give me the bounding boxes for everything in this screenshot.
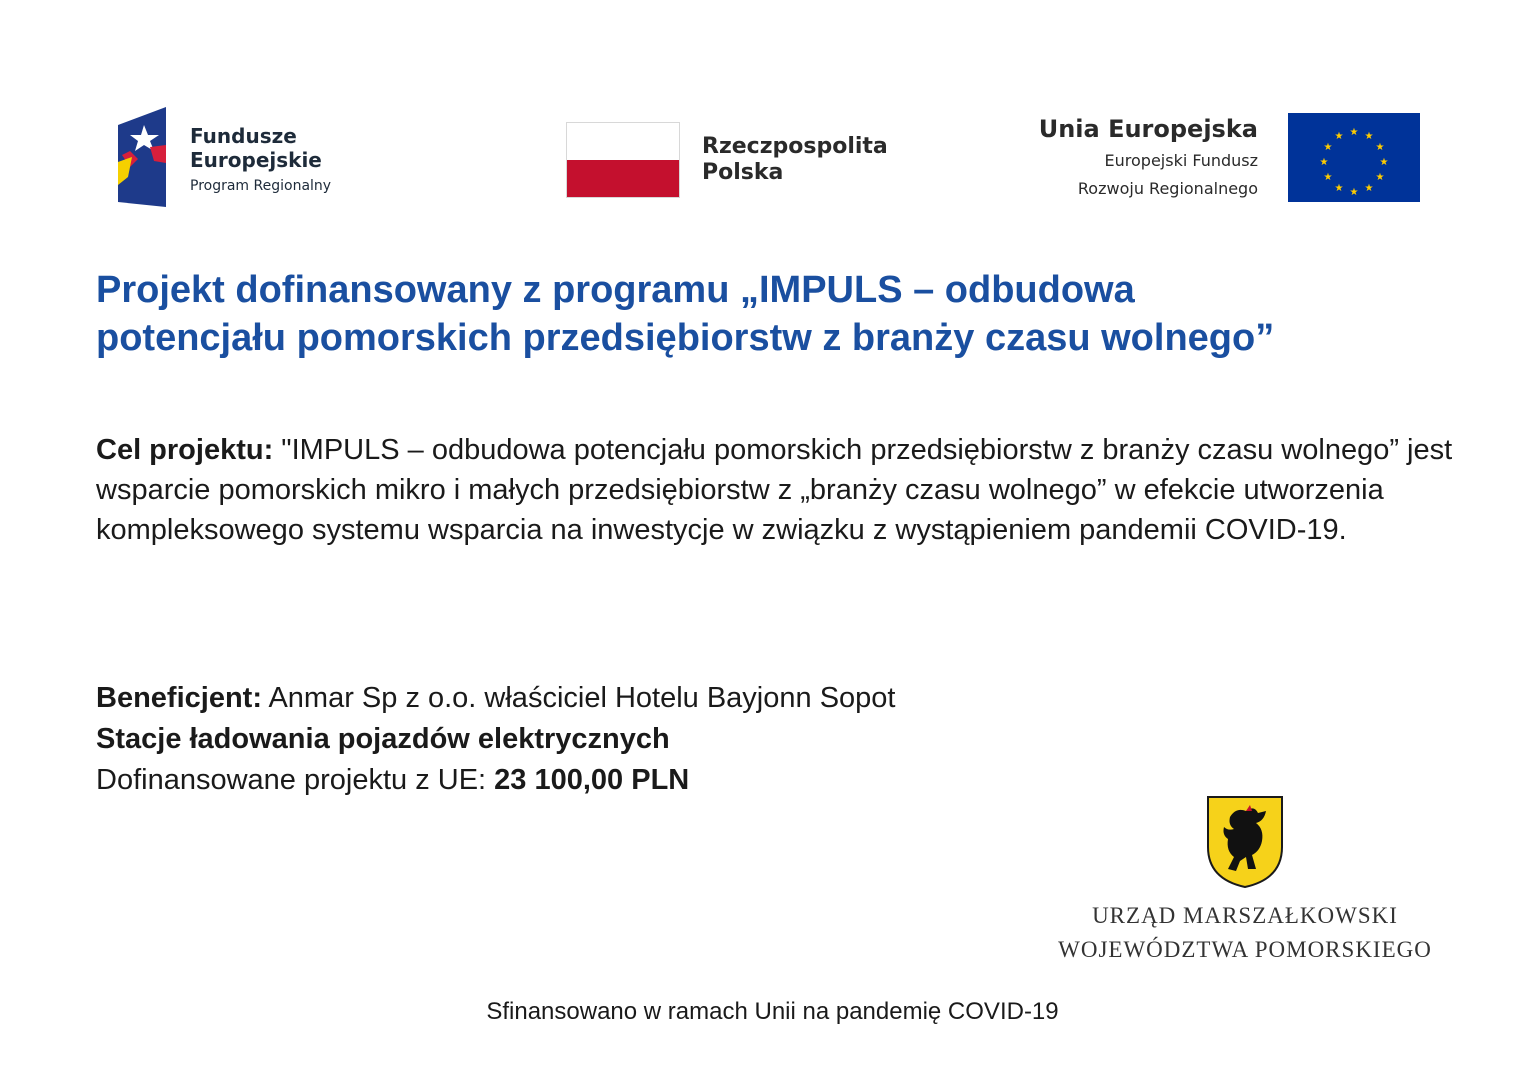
rzeczpospolita-line-2: Polska <box>702 160 784 185</box>
urzad-line-1: URZĄD MARSZAŁKOWSKI <box>1092 903 1398 928</box>
urzad-marszalkowski-logo <box>1030 795 1460 970</box>
unia-line-2: Europejski Fundusz <box>1104 151 1258 170</box>
polish-flag-icon <box>566 122 680 198</box>
footer-note: Sfinansowano w ramach Unii na pandemię COVID-19 <box>486 998 1059 1025</box>
unia-europejska-logo <box>1020 110 1420 205</box>
fundusze-line-1: Fundusze <box>190 124 297 148</box>
funding-label: Dofinansowane projektu z UE: <box>96 764 495 796</box>
goal-text: "IMPULS – odbudowa potencjału pomorskich przedsiębiorstw z branży czasu wolnego” jest wsparcie pomorskich mikro i małych przedsiębiorstw z „branży czasu wolnego” w efekcie utworzenia kompleksowego systemu wsparcia na inwestycje w związku z wystąpieniem pandemii COVID-19. <box>96 434 1453 546</box>
unia-line-3: Rozwoju Regionalnego <box>1077 179 1258 198</box>
fundusze-europejskie-logo <box>118 107 368 207</box>
fundusze-line-3: Program Regionalny <box>190 178 332 194</box>
title-line-2: potencjału pomorskich przedsiębiorstw z branży czasu wolnego” <box>96 317 1275 359</box>
rzeczpospolita-logo <box>566 122 906 202</box>
svg-text:★: ★ <box>1334 183 1344 194</box>
page-title <box>96 266 1476 362</box>
svg-text:★: ★ <box>1349 127 1359 138</box>
svg-text:★: ★ <box>1334 131 1344 142</box>
funding-amount: 23 100,00 PLN <box>494 764 690 796</box>
project-goal <box>96 430 1476 550</box>
pomorskie-coat-of-arms-icon <box>1206 795 1284 889</box>
fundusze-europejskie-icon <box>118 107 180 207</box>
svg-text:★: ★ <box>1375 142 1385 153</box>
project-info <box>96 678 1296 801</box>
beneficiary-row <box>96 678 1296 719</box>
svg-text:★: ★ <box>1364 183 1374 194</box>
beneficiary-label: Beneficjent: <box>96 682 262 714</box>
rzeczpospolita-line-1: Rzeczpospolita <box>702 134 888 159</box>
title-line-1: Projekt dofinansowany z programu „IMPULS – odbudowa <box>96 269 1135 311</box>
fundusze-line-2: Europejskie <box>190 148 322 172</box>
goal-label: Cel projektu: <box>96 434 274 466</box>
eu-flag-icon <box>1288 113 1420 202</box>
beneficiary-value: Anmar Sp z o.o. właściciel Hotelu Bayjonn Sopot <box>261 682 896 714</box>
svg-text:★: ★ <box>1323 172 1333 183</box>
urzad-line-2: WOJEWÓDZTWA POMORSKIEGO <box>1058 937 1432 962</box>
svg-text:★: ★ <box>1379 157 1389 168</box>
svg-text:★: ★ <box>1364 131 1374 142</box>
svg-text:★: ★ <box>1319 157 1329 168</box>
unia-line-1: Unia Europejska <box>1038 115 1258 143</box>
svg-text:★: ★ <box>1349 187 1359 198</box>
svg-text:★: ★ <box>1375 172 1385 183</box>
project-name: Stacje ładowania pojazdów elektrycznych <box>96 723 670 755</box>
logo-bar <box>0 0 1536 230</box>
svg-text:★: ★ <box>1323 142 1333 153</box>
